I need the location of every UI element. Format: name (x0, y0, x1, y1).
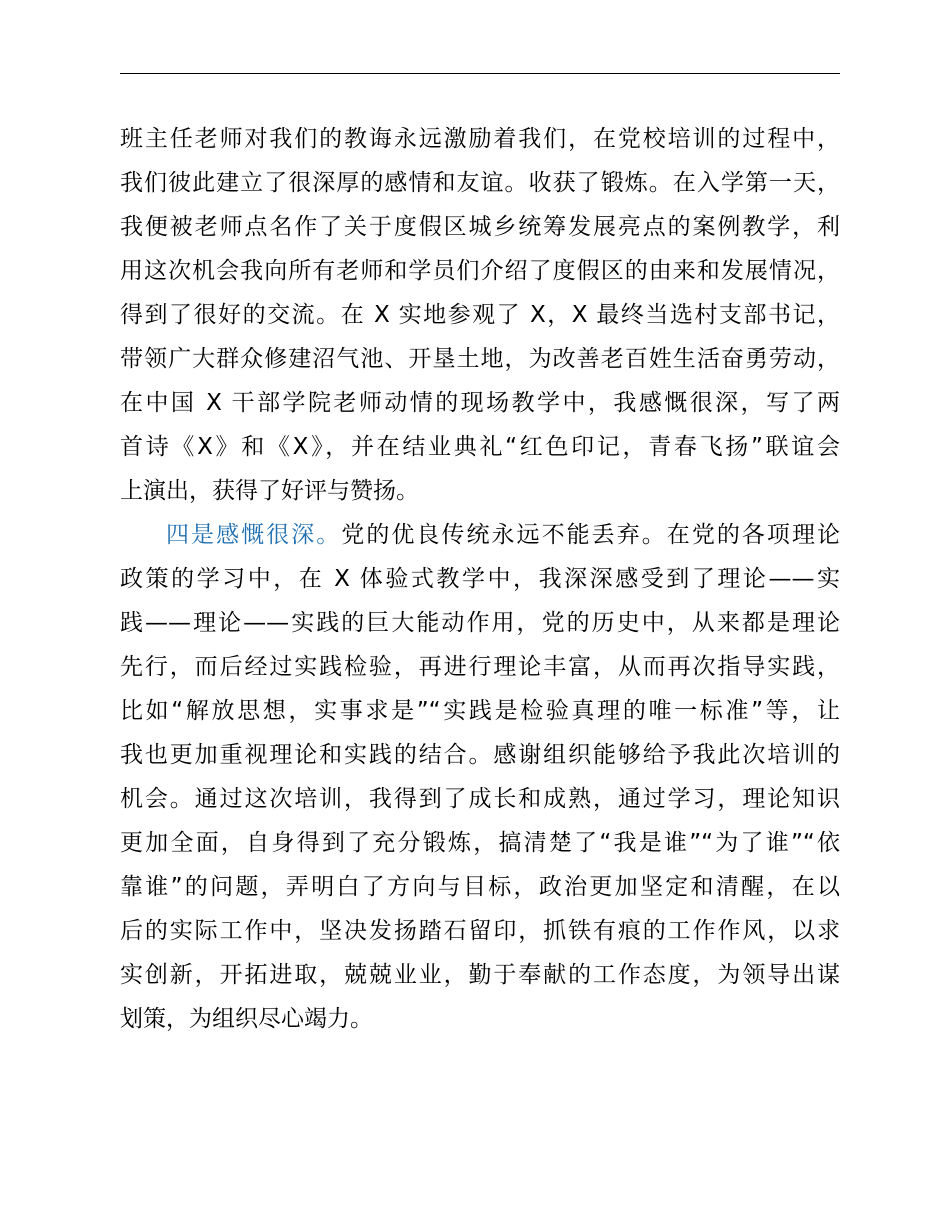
paragraph-line: 后的实际工作中，坚决发扬踏石留印，抓铁有痕的工作作风，以求 (120, 918, 840, 944)
paragraph-first-line (120, 513, 840, 557)
paragraph-line: 首诗《X》和《X》，并在结业典礼“红色印记，青春飞扬”联谊会 (120, 434, 840, 460)
paragraph-line: 在中国 X 干部学院老师动情的现场教学中，我感慨很深，写了两 (120, 390, 840, 416)
paragraph-line: 践——理论——实践的巨大能动作用，党的历史中，从来都是理论 (120, 610, 840, 636)
paragraph-line: 班主任老师对我们的教诲永远激励着我们，在党校培训的过程中， (120, 126, 840, 152)
paragraph-line: 实创新，开拓进取，兢兢业业，勤于奉献的工作态度，为领导出谋 (120, 962, 840, 988)
paragraph-line-text: 党的优良传统永远不能丢弃。在党的各项理论 (341, 522, 841, 548)
paragraph-line: 我也更加重视理论和实践的结合。感谢组织能够给予我此次培训的 (120, 742, 840, 768)
paragraph-line: 靠谁”的问题，弄明白了方向与目标，政治更加坚定和清醒，在以 (120, 874, 840, 900)
paragraph-line: 得到了很好的交流。在 X 实地参观了 X，X 最终当选村支部书记， (120, 302, 840, 328)
paragraph-line: 划策，为组织尽心竭力。 (120, 1006, 373, 1032)
paragraph-line: 先行，而后经过实践检验，再进行理论丰富，从而再次指导实践， (120, 654, 840, 680)
paragraph-line: 比如“解放思想，实事求是”“实践是检验真理的唯一标准”等，让 (120, 698, 840, 724)
paragraph-line: 我便被老师点名作了关于度假区城乡统筹发展亮点的案例教学，利 (120, 214, 840, 240)
paragraph-line: 我们彼此建立了很深厚的感情和友谊。收获了锻炼。在入学第一天， (120, 170, 840, 196)
paragraph-line: 上演出，获得了好评与赞扬。 (120, 478, 419, 504)
paragraph-2 (120, 513, 840, 1041)
paragraph-line: 机会。通过这次培训，我得到了成长和成熟，通过学习，理论知识 (120, 786, 840, 812)
paragraph-line: 更加全面，自身得到了充分锻炼，搞清楚了“我是谁”“为了谁”“依 (120, 830, 840, 856)
paragraph-1 (120, 117, 840, 513)
section-heading: 四是感慨很深。 (166, 522, 342, 548)
document-body (120, 117, 840, 1041)
paragraph-line: 用这次机会我向所有老师和学员们介绍了度假区的由来和发展情况， (120, 258, 840, 284)
paragraph-line: 带领广大群众修建沼气池、开垦土地，为改善老百姓生活奋勇劳动， (120, 346, 840, 372)
header-rule (120, 73, 840, 74)
paragraph-line: 政策的学习中，在 X 体验式教学中，我深深感受到了理论——实 (120, 566, 840, 592)
